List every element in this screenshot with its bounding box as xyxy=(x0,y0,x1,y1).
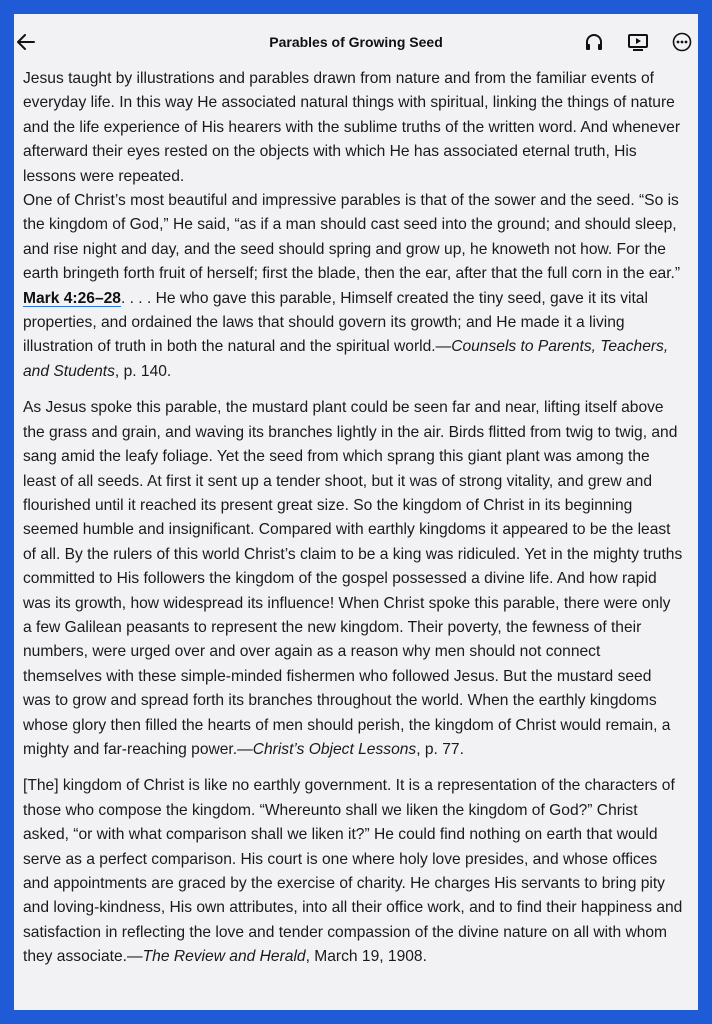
top-bar xyxy=(14,14,698,70)
page-title: Parables of Growing Seed xyxy=(269,34,443,50)
play-video-icon xyxy=(627,33,649,51)
reader-window xyxy=(14,14,698,1010)
source-title: Counsels to Parents, Teachers, and Students xyxy=(23,338,669,380)
source-page: , March 19, 1908. xyxy=(305,948,427,966)
source-title: Christ’s Object Lessons xyxy=(252,740,417,758)
article-body xyxy=(23,67,683,970)
paragraph xyxy=(23,774,683,969)
paragraph-text: One of Christ’s most beautiful and impressive parables is that of the sower and the seed. “So is the kingdom of God,” He said, “as if a man should cast seed into the ground; and should sleep, and rise night and day, and the seed should spring and grow up, he knoweth not how. For the earth bringeth forth fruit of herself; first the blade, then the ear, after that the full corn in the ear.” xyxy=(23,192,681,283)
source-page: , p. 77. xyxy=(416,740,464,758)
source-page: , p. 140. xyxy=(114,362,172,380)
paragraph-text: As Jesus spoke this parable, the mustard plant could be seen far and near, lifting itself above the grass and grain, and waving its branches lightly in the air. Birds flitted from twig to twig, and sang amid the leafy foliage. Yet the seed from which sprang this giant plant was among the least of all seeds. At first it sent up a tender shoot, but it was of strong vitality, and grew and flourished until it reached its present great size. So the kingdom of Christ in its beginning seemed humble and insignificant. Compared with earthly kingdoms it appeared to be the least of all. By the rulers of this world Christ’s claim to be a king was ridiculed. Yet in the mighty truths committed to His followers the kingdom of the gospel possessed a divine life. And how rapid was its growth, how widespread its influence! When Christ spoke this parable, there were only a few Galilean peasants to represent the new kingdom. Their poverty, the fewness of their numbers, were urged over and over again as a reason why men should not connect themselves with these simple-minded fishermen who followed Jesus. But the mustard seed was to grow and spread forth its branches throughout the world. When the earthly kingdoms whose glory then filled the hearts of men should perish, the kingdom of Christ would remain, a mighty and far-reaching power.— xyxy=(23,399,683,758)
paragraph xyxy=(23,67,683,189)
paragraph-text: . . . . He who gave this parable, Himself created the tiny seed, gave it its vital properties, and ordained the laws that should govern its growth; and He made it a living illustration of truth in both the natural and the spiritual world.— xyxy=(23,289,648,356)
paragraph-text: Jesus taught by illustrations and parables drawn from nature and from the familiar events of everyday life. In this way He associated natural things with spiritual, linking the things of nature and the life experience of His hearers with the sublime truths of the written word. And whenever afterward their eyes rested on the objects with which He has associated eternal truth, His lessons were repeated. xyxy=(23,70,681,185)
video-button[interactable] xyxy=(626,30,650,54)
scripture-reference-link[interactable]: Mark 4:26–28 xyxy=(23,289,121,307)
headphones-icon xyxy=(584,33,604,51)
paragraph xyxy=(23,396,683,762)
more-icon xyxy=(672,32,692,52)
toolbar-icons xyxy=(582,30,694,54)
source-title: The Review and Herald xyxy=(142,948,306,966)
listen-button[interactable] xyxy=(582,30,606,54)
paragraph xyxy=(23,189,683,384)
more-options-button[interactable] xyxy=(670,30,694,54)
paragraph-text: [The] kingdom of Christ is like no earthly government. It is a representation of the characters of those who compose the kingdom. “Whereunto shall we liken the kingdom of God?” Christ asked, “or with what comparison shall we liken it?” He could find nothing on earth that would serve as a perfect comparison. His court is one where holy love presides, and whose offices and appointments are graced by the exercise of charity. He charges His servants to bring pity and loving-kindness, His own attributes, into all their office work, and to find their happiness and satisfaction in reflecting the love and tender compassion of the divine nature on all with whom they associate.— xyxy=(23,777,683,966)
